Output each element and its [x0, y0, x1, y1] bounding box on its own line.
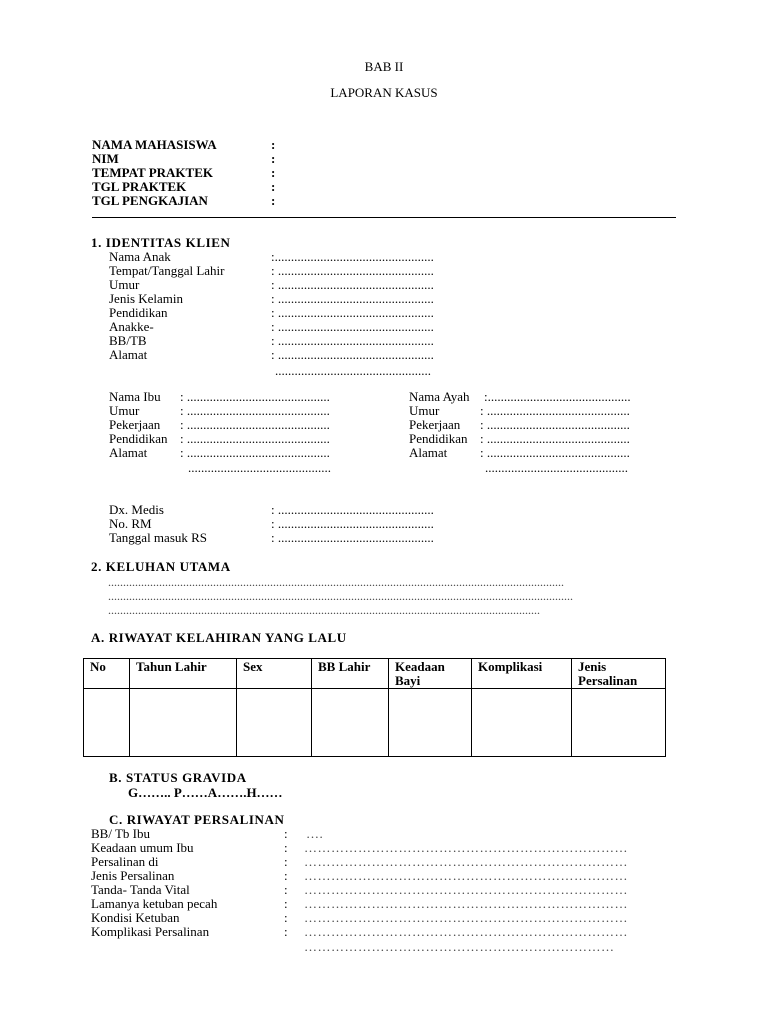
- delivery-complication-separator: :: [284, 924, 288, 939]
- mother-job-value: : ............................................: [180, 417, 330, 432]
- column-header-no: No: [84, 659, 130, 689]
- mother-condition-separator: :: [284, 840, 288, 855]
- membrane-rupture-duration-label: Lamanya ketuban pecah: [91, 896, 218, 911]
- practice-place-label: TEMPAT PRAKTEK: [92, 165, 213, 180]
- vital-signs-label: Tanda- Tanda Vital: [91, 882, 190, 897]
- column-header-bb-lahir: BB Lahir: [312, 659, 389, 689]
- practice-date-separator: :: [271, 179, 276, 194]
- weight-height-value: : ................................................: [271, 333, 434, 348]
- column-header-jenis-persalinan: Jenis Persalinan: [572, 659, 666, 689]
- practice-place-separator: :: [271, 165, 276, 180]
- practice-date-label: TGL PRAKTEK: [92, 179, 187, 194]
- column-header-sex: Sex: [237, 659, 312, 689]
- mother-weight-height-separator: :: [284, 826, 288, 841]
- father-job-label: Pekerjaan: [409, 417, 461, 432]
- table-cell[interactable]: [472, 689, 572, 757]
- delivery-place-separator: :: [284, 854, 288, 869]
- mother-age-label: Umur: [109, 403, 140, 418]
- nim-separator: :: [271, 151, 276, 166]
- father-age-label: Umur: [409, 403, 440, 418]
- delivery-type-separator: :: [284, 868, 288, 883]
- table-row: [84, 689, 666, 757]
- complaint-line-2: ...........................................................................................................................................................: [108, 589, 573, 603]
- gender-value: : ................................................: [271, 291, 434, 306]
- mother-name-value: : ............................................: [180, 389, 330, 404]
- mother-education-value: : ............................................: [180, 431, 330, 446]
- diagnosis-value: : ................................................: [271, 502, 434, 517]
- amniotic-condition-label: Kondisi Ketuban: [91, 910, 180, 925]
- delivery-complication-continuation: ……………………………………………………………: [304, 939, 615, 954]
- education-value: : ................................................: [271, 305, 434, 320]
- section-identitas-heading: 1. IDENTITAS KLIEN: [91, 235, 231, 250]
- age-label: Umur: [109, 277, 140, 292]
- address-value: : ................................................: [271, 347, 434, 362]
- gravida-status-value: G…….. P……A…….H……: [128, 785, 283, 800]
- father-education-label: Pendidikan: [409, 431, 468, 446]
- complaint-line-3: ................................................................................................................................................: [108, 603, 540, 617]
- table-cell[interactable]: [572, 689, 666, 757]
- section-riwayat-persalinan-heading: C. RIWAYAT PERSALINAN: [109, 812, 285, 827]
- birth-place-date-value: : ................................................: [271, 263, 434, 278]
- child-name-label: Nama Anak: [109, 249, 171, 264]
- medical-record-label: No. RM: [109, 516, 152, 531]
- mother-address-label: Alamat: [109, 445, 148, 460]
- delivery-complication-value: ………………………………………………………………: [304, 924, 628, 939]
- mother-weight-height-value: ….: [306, 826, 324, 841]
- table-cell[interactable]: [237, 689, 312, 757]
- father-name-label: Nama Ayah: [409, 389, 470, 404]
- assessment-date-separator: :: [271, 193, 276, 208]
- father-address-label: Alamat: [409, 445, 448, 460]
- mother-address-continuation: ............................................: [188, 460, 331, 475]
- column-header-keadaan-bayi: Keadaan Bayi: [389, 659, 472, 689]
- column-header-komplikasi: Komplikasi: [472, 659, 572, 689]
- report-title: LAPORAN KASUS: [330, 85, 438, 100]
- child-name-value: :.................................................: [271, 249, 434, 264]
- student-name-separator: :: [271, 137, 276, 152]
- mother-address-value: : ............................................: [180, 445, 330, 460]
- mother-education-label: Pendidikan: [109, 431, 168, 446]
- gender-label: Jenis Kelamin: [109, 291, 184, 306]
- birth-place-date-label: Tempat/Tanggal Lahir: [109, 263, 225, 278]
- nim-label: NIM: [92, 151, 119, 166]
- divider-line: [92, 217, 676, 218]
- birth-history-table: [83, 658, 666, 757]
- section-status-gravida-heading: B. STATUS GRAVIDA: [109, 770, 247, 785]
- child-order-value: : ................................................: [271, 319, 434, 334]
- mother-condition-value: ………………………………………………………………: [304, 840, 628, 855]
- column-header-tahun-lahir: Tahun Lahir: [130, 659, 237, 689]
- complaint-line-1: ........................................................................................................................................................: [108, 575, 564, 589]
- education-label: Pendidikan: [109, 305, 168, 320]
- admission-date-value: : ................................................: [271, 530, 434, 545]
- mother-age-value: : ............................................: [180, 403, 330, 418]
- section-keluhan-heading: 2. KELUHAN UTAMA: [91, 559, 231, 574]
- mother-weight-height-label: BB/ Tb Ibu: [91, 826, 150, 841]
- mother-job-label: Pekerjaan: [109, 417, 161, 432]
- vital-signs-value: ………………………………………………………………: [304, 882, 628, 897]
- delivery-type-value: ………………………………………………………………: [304, 868, 628, 883]
- father-address-value: : ............................................: [480, 445, 630, 460]
- delivery-place-label: Persalinan di: [91, 854, 159, 869]
- address-continuation: ................................................: [275, 363, 431, 378]
- admission-date-label: Tanggal masuk RS: [109, 530, 208, 545]
- vital-signs-separator: :: [284, 882, 288, 897]
- amniotic-condition-value: ………………………………………………………………: [304, 910, 628, 925]
- table-header-row: [84, 659, 666, 689]
- child-order-label: Anakke-: [109, 319, 154, 334]
- membrane-rupture-duration-separator: :: [284, 896, 288, 911]
- weight-height-label: BB/TB: [109, 333, 147, 348]
- father-job-value: : ............................................: [480, 417, 630, 432]
- father-age-value: : ............................................: [480, 403, 630, 418]
- age-value: : ................................................: [271, 277, 434, 292]
- table-cell[interactable]: [389, 689, 472, 757]
- father-name-value: :............................................: [484, 389, 631, 404]
- delivery-type-label: Jenis Persalinan: [91, 868, 175, 883]
- table-cell[interactable]: [130, 689, 237, 757]
- membrane-rupture-duration-value: ………………………………………………………………: [304, 896, 628, 911]
- section-riwayat-kelahiran-heading: A. RIWAYAT KELAHIRAN YANG LALU: [91, 630, 347, 645]
- student-name-label: NAMA MAHASISWA: [92, 137, 217, 152]
- medical-record-value: : ................................................: [271, 516, 434, 531]
- table-cell[interactable]: [312, 689, 389, 757]
- father-education-value: : ............................................: [480, 431, 630, 446]
- diagnosis-label: Dx. Medis: [109, 502, 164, 517]
- address-label: Alamat: [109, 347, 148, 362]
- father-address-continuation: ............................................: [485, 460, 628, 475]
- assessment-date-label: TGL PENGKAJIAN: [92, 193, 208, 208]
- chapter-heading: BAB II: [364, 59, 404, 74]
- mother-name-label: Nama Ibu: [109, 389, 161, 404]
- table-cell[interactable]: [84, 689, 130, 757]
- amniotic-condition-separator: :: [284, 910, 288, 925]
- mother-condition-label: Keadaan umum Ibu: [91, 840, 194, 855]
- delivery-complication-label: Komplikasi Persalinan: [91, 924, 210, 939]
- delivery-place-value: ………………………………………………………………: [304, 854, 628, 869]
